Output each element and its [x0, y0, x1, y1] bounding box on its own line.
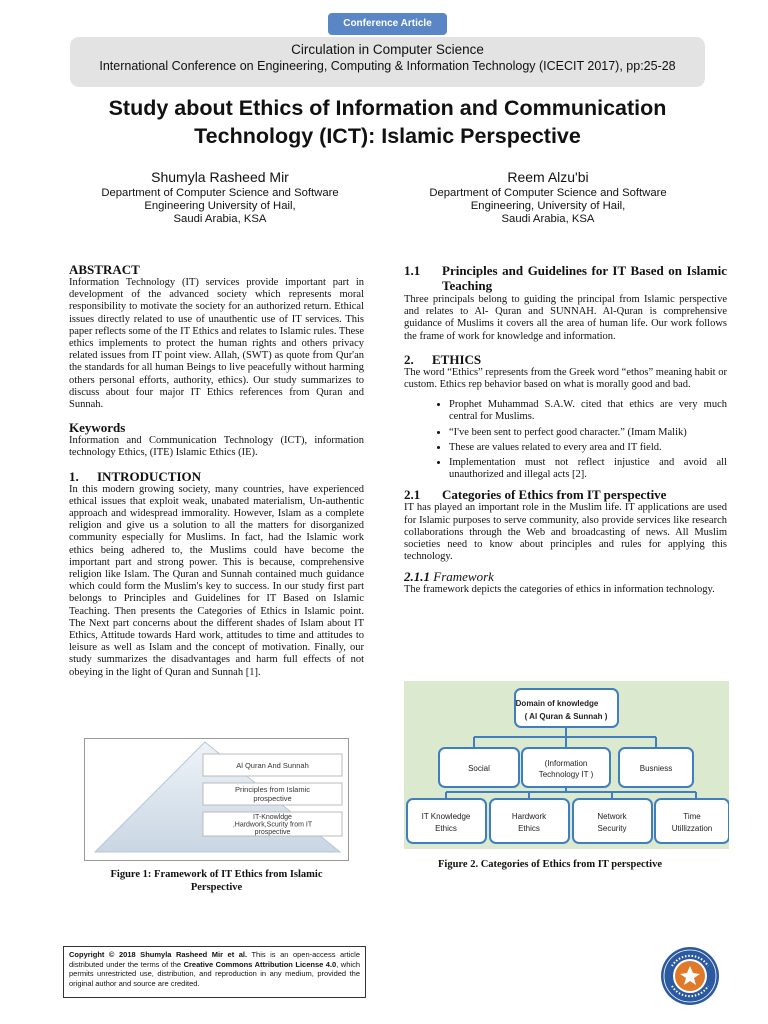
- journal-name: Circulation in Computer Science: [291, 42, 484, 57]
- list-item: • Implementation must not reflect injustice and avoid all unauthorized and illegal acts [2].: [449, 457, 727, 481]
- information-technology-label: Technology IT ): [538, 770, 594, 779]
- domain-of-knowledge-label: Domain of knowledge: [515, 699, 599, 708]
- pyramid-box-bottom-label: prospective: [254, 829, 291, 836]
- domain-of-knowledge-box: [515, 689, 618, 727]
- leaf-label: IT Knowledge: [421, 812, 471, 821]
- seal-icon: [660, 946, 720, 1006]
- title-line-1: Study about Ethics of Information and Communication: [108, 96, 667, 120]
- business-label: Busniess: [639, 764, 673, 773]
- pyramid-box-middle-label: prospective: [253, 794, 292, 803]
- leaf-label: Utillizzation: [671, 824, 713, 833]
- author-affiliation: Engineering University of Hail,: [144, 200, 296, 212]
- abstract-text: Information Technology (IT) services provide important part in development of the advanced society which represents moral responsibility to motivate the society for an authorized return. Ethical issues directly related to use of unauthentic use of IT services. This paper reflects some of the IT Ethics and relates to Islamic rules. These ethics implements to protect the human rights and others privacy related issues from IT point view. Allah, (SWT) as quote from Qur'an the standards for all human Beings to live peacefully without harming others personal efforts, authority, ethics). Our study summarizes to discuss about four major IT Ethics references from Quran and Sunnah.: [69, 277, 364, 411]
- ethics-heading: [404, 352, 727, 367]
- section-number: 1.1: [404, 263, 421, 278]
- leaf-label: Security: [597, 824, 627, 833]
- journal-header: [70, 37, 705, 87]
- leaf-label: Ethics: [518, 824, 540, 833]
- author-name: Reem Alzu'bi: [507, 169, 589, 185]
- author-affiliation: Saudi Arabia, KSA: [173, 213, 267, 225]
- author-name: Shumyla Rasheed Mir: [151, 169, 289, 185]
- author-block-2: [388, 169, 708, 226]
- ethics-text: The word “Ethics” represents from the Greek word “ethos” meaning habit or custom. Ethics rep behavior based on what is morally good and bad.: [404, 366, 727, 391]
- conference-article-badge: Conference Article: [328, 13, 447, 35]
- caption-line: Perspective: [190, 882, 243, 893]
- section-title: INTRODUCTION: [97, 468, 202, 484]
- list-item: • “I've been sent to perfect good character.” (Imam Malik): [449, 427, 727, 439]
- author-affiliation: Department of Computer Science and Software: [429, 187, 667, 199]
- figure-1-pyramid: [85, 739, 348, 860]
- left-column: [69, 262, 364, 679]
- network-security-box: [573, 799, 652, 843]
- section-number: 2.1.1: [404, 569, 430, 585]
- figure-1: [84, 738, 349, 861]
- figure-2-tree-diagram: [404, 681, 729, 849]
- introduction-text: In this modern growing society, many countries, have experienced ethical issues that exploit weak, unabated materialism, Un-authentic approach and widespread immorality. However, Islam as a complete religion and give us a solution to all the matters for disorganized community especially for Muslims. In fact, had the Islamic work ethics being adhered to, the Muslims could have become the important part and strong power. This is because, comprehensive religion like Islam. The Quran and Sunnah contained much guidance which could form the Muslim's key to success. In our study first part belongs to Principles and Guidelines for IT Based on Islamic Teaching. Then presents the Categories of Ethics in Islamic point. The Next part concerns about the different shades of Islam about IT Ethics, Attitude towards Hard work, attitudes to time and attitudes to leisure as well as Islam and the concept of motivation. Finally, our study summarizes the disadvantages and harm full effects of not obeying in the light of Quran and Sunnah [1].: [69, 483, 364, 678]
- license-notice: [63, 946, 366, 998]
- figure-2: [404, 681, 729, 849]
- keywords-heading: Keywords: [69, 420, 126, 436]
- section-2-1-1-text: The framework depicts the categories of ethics in information technology.: [404, 584, 715, 596]
- pyramid-box-middle-label: Principles from Islamic: [234, 785, 311, 794]
- section-2-1-heading: [404, 487, 727, 502]
- leaf-label: Network: [597, 812, 627, 821]
- paper-title: [60, 94, 715, 150]
- time-utilization-box: [655, 799, 729, 843]
- section-2-1-1-heading: [404, 569, 727, 584]
- section-number: 2.1: [404, 487, 421, 503]
- pyramid-box-bottom-label: IT-Knowldge: [253, 814, 292, 821]
- section-number: 1.: [69, 468, 79, 484]
- list-item: • Prophet Muhammad S.A.W. cited that ethics are very much central for Muslims.: [449, 399, 727, 423]
- figure-1-caption: [84, 868, 349, 894]
- introduction-heading: [69, 469, 364, 484]
- section-1-1-heading: [404, 263, 727, 293]
- author-affiliation: Engineering, University of Hail,: [470, 200, 626, 212]
- copyright-text: Copyright © 2018 Shumyla Rasheed Mir et al.: [69, 950, 248, 959]
- pyramid-box-top-label: Al Quran And Sunnah: [236, 761, 309, 770]
- author-affiliation: Saudi Arabia, KSA: [501, 213, 595, 225]
- right-column: [404, 263, 727, 597]
- ethics-bullet-list: [404, 399, 727, 481]
- author-block-1: [70, 169, 370, 226]
- leaf-label: Time: [683, 812, 701, 821]
- section-title: ETHICS: [432, 351, 482, 367]
- information-technology-label: (Information: [544, 759, 588, 768]
- license-link[interactable]: Creative Commons Attribution License 4.0: [183, 959, 337, 969]
- title-line-2: Technology (ICT): Islamic Perspective: [194, 124, 581, 148]
- leaf-label: Ethics: [435, 824, 457, 833]
- license-text: This is an open-access article distributed under the terms of the: [69, 950, 360, 969]
- social-label: Social: [468, 764, 490, 773]
- keywords-text: Information and Communication Technology (ICT), information technology Ethics, (ITE) Islamic Ethics (IE).: [69, 435, 364, 459]
- list-item: • These are values related to every area and IT field.: [449, 442, 727, 454]
- section-title: Categories of Ethics from IT perspective: [442, 487, 667, 503]
- leaf-label: Hardwork: [511, 812, 547, 821]
- it-knowledge-ethics-box: [407, 799, 486, 843]
- pyramid-box-bottom-label: ,Hardwork,Scurity from IT: [232, 821, 313, 829]
- section-title: Framework: [433, 569, 494, 585]
- abstract-heading: ABSTRACT: [69, 262, 140, 277]
- license-text: , which permits unrestricted use, distribution, and reproduction in any medium, provided the original author and source are credited.: [69, 959, 360, 988]
- domain-of-knowledge-label: ( Al Quran & Sunnah ): [524, 712, 608, 721]
- section-1-1-text: Three principals belong to guiding the principal from Islamic perspective and relates to Al- Quran and SUNNAH. Al-Quran is comprehensive guidance of Muslims it covers all the area of human life. Our work follows the frame of work for knowledge and information.: [404, 294, 727, 342]
- author-affiliation: Department of Computer Science and Software: [101, 187, 339, 199]
- caption-line: Figure 1: Framework of IT Ethics from Islamic: [110, 869, 323, 880]
- section-2-1-text: IT has played an important role in the Muslim life. IT applications are used for Islamic purposes to serve community, also provide services like research collaborations through the Web and broadcasting of news. All Muslim societies need to know about principles and rules for applying this technology.: [404, 502, 727, 563]
- figure-2-caption: Figure 2. Categories of Ethics from IT perspective: [438, 859, 662, 870]
- conference-name: International Conference on Engineering, Computing & Information Technology (ICECIT 2017), pp:25-28: [99, 59, 676, 73]
- section-title: Principles and Guidelines for IT Based on Islamic Teaching: [442, 263, 727, 293]
- section-number: 2.: [404, 351, 414, 367]
- computer-science-laboratory-seal-logo: [660, 946, 720, 1006]
- hardwork-ethics-box: [490, 799, 569, 843]
